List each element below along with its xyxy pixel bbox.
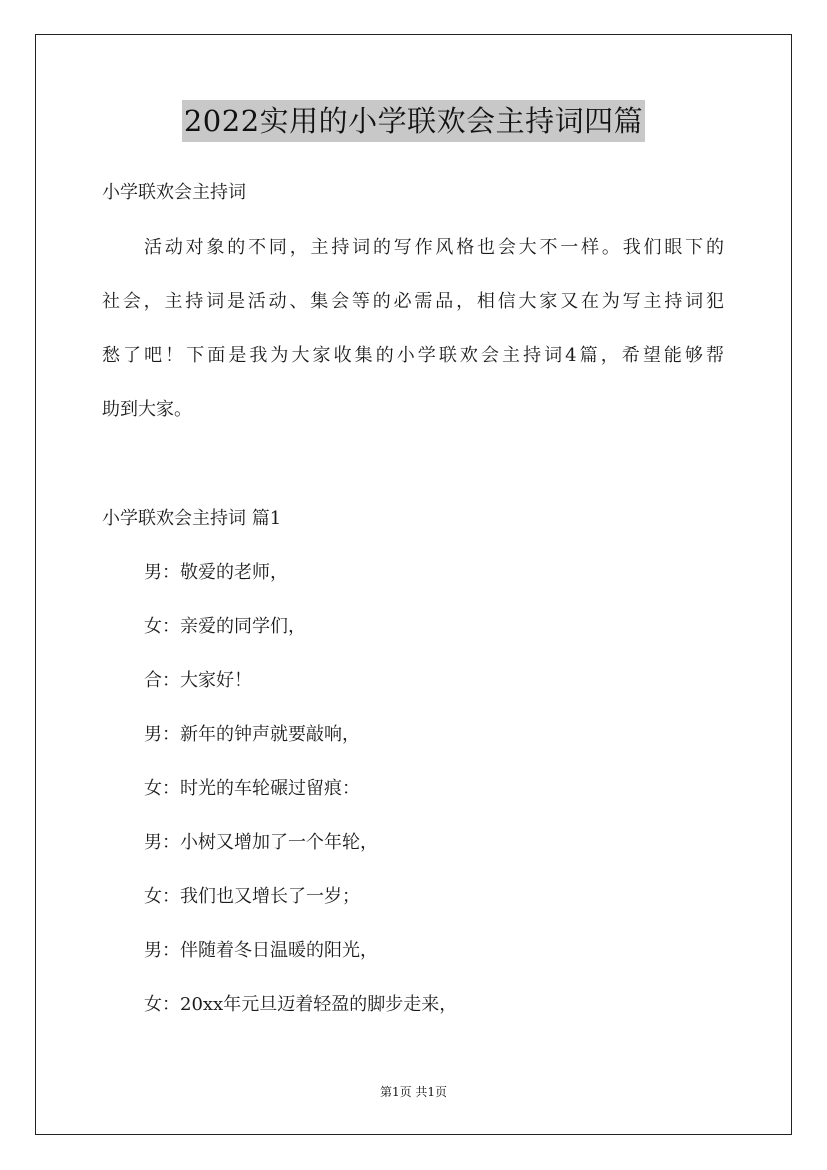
title-container [0, 100, 827, 142]
dialogue-line: 男：敬爱的老师， [144, 562, 288, 583]
intro-line-2: 社会，主持词是活动、集会等的必需品，相信大家又在为写主持词犯 [102, 291, 724, 312]
document-title: 2022实用的小学联欢会主持词四篇 [182, 100, 645, 142]
page-number-footer: 第1页 共1页 [379, 1085, 448, 1099]
dialogue-line: 男：伴随着冬日温暖的阳光， [144, 940, 378, 961]
section-heading: 小学联欢会主持词 [102, 182, 246, 203]
dialogue-line: 男：小树又增加了一个年轮， [144, 832, 378, 853]
dialogue-line: 女：时光的车轮碾过留痕： [144, 778, 360, 799]
intro-line-1: 活动对象的不同，主持词的写作风格也会大不一样。我们眼下的 [144, 237, 724, 258]
dialogue-line: 女：20xx年元旦迈着轻盈的脚步走来， [144, 994, 458, 1015]
dialogue-line: 女：亲爱的同学们， [144, 616, 306, 637]
dialogue-line: 合：大家好！ [144, 670, 252, 691]
part-heading: 小学联欢会主持词 篇1 [102, 508, 282, 529]
dialogue-line: 男：新年的钟声就要敲响， [144, 724, 360, 745]
dialogue-line: 女：我们也又增长了一岁； [144, 886, 360, 907]
intro-line-3: 愁了吧！下面是我为大家收集的小学联欢会主持词4篇，希望能够帮 [102, 345, 724, 366]
intro-line-4: 助到大家。 [102, 399, 192, 420]
